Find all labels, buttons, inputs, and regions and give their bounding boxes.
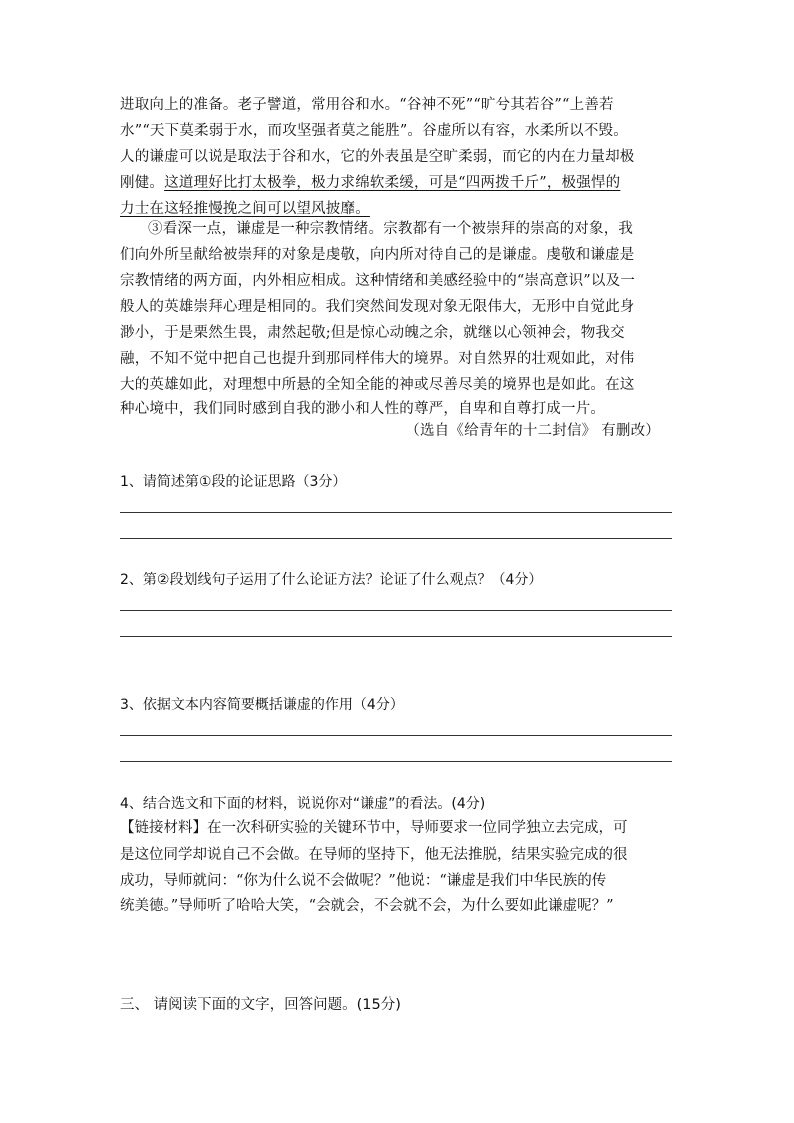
passage-line: 水”“天下莫柔弱于水，而攻坚强者莫之能胜”。谷虚所以有容，水柔所以不毁。 <box>120 123 628 139</box>
passage-line: 进取向上的准备。老子譬道，常用谷和水。“谷神不死”“旷兮其若谷”“上善若 <box>120 97 614 113</box>
answer-line[interactable] <box>120 735 672 736</box>
material-line: 【链接材料】在一次科研实验的关键环节中，导师要求一位同学独立去完成，可 <box>120 820 628 836</box>
passage-line: ③看深一点，谦虚是一种宗教情绪。宗教都有一个被崇拜的崇高的对象，我 <box>148 221 634 237</box>
question-2: 2、第②段划线句子运用了什么论证方法？论证了什么观点？（4分） <box>120 572 543 588</box>
passage-text: 刚健。 <box>120 175 165 191</box>
answer-line[interactable] <box>120 512 672 513</box>
underlined-sentence: 力士在这轻推慢挽之间可以望风披靡。 <box>120 201 370 217</box>
answer-line[interactable] <box>120 610 672 611</box>
passage-line: 般人的英雄崇拜心理是相同的。我们突然间发现对象无限伟大，无形中自觉此身 <box>120 299 635 315</box>
question-4: 4、结合选文和下面的材料，说说你对“谦虚”的看法。(4分) <box>120 796 486 812</box>
passage-line: 们向外所呈献给被崇拜的对象是虔敬，向内所对待自己的是谦虚。虔敬和谦虚是 <box>120 247 635 263</box>
answer-line[interactable] <box>120 636 672 637</box>
material-line: 统美德。”导师听了哈哈大笑，“会就会，不会就不会，为什么要如此谦虚呢？” <box>120 898 614 914</box>
material-line: 是这位同学却说自己不会做。在导师的坚持下，他无法推脱，结果实验完成的很 <box>120 847 628 863</box>
answer-line[interactable] <box>120 538 672 539</box>
answer-line[interactable] <box>120 761 672 762</box>
passage-line: 种心境中，我们同时感到自我的渺小和人性的尊严，自卑和自尊打成一片。 <box>120 401 606 417</box>
passage-line: 人的谦虚可以说是取法于谷和水，它的外表虽是空旷柔弱，而它的内在力量却极 <box>120 149 635 165</box>
question-3: 3、依据文本内容简要概括谦虚的作用（4分） <box>120 697 404 713</box>
material-line: 成功，导师就问：“你为什么说不会做呢？”他说：“谦虚是我们中华民族的传 <box>120 873 607 889</box>
passage-line: 渺小，于是栗然生畏，肃然起敬;但是惊心动魄之余，就继以心领神会，物我交 <box>120 325 625 341</box>
question-1: 1、请简述第①段的论证思路（3分） <box>120 474 347 490</box>
passage-line: 大的英雄如此，对理想中所悬的全知全能的神或尽善尽美的境界也是如此。在这 <box>120 377 635 393</box>
source-citation: （选自《给青年的十二封信》 有删改） <box>405 423 660 439</box>
passage-line: 融，不知不觉中把自己也提升到那同样伟大的境界。对自然界的壮观如此，对伟 <box>120 351 635 367</box>
section-3-heading: 三、 请阅读下面的文字，回答问题。(15分) <box>120 997 401 1013</box>
passage-line: 宗教情绪的两方面，内外相应相成。这种情绪和美感经验中的“崇高意识”以及一 <box>120 273 636 289</box>
passage-line <box>120 170 680 196</box>
underlined-sentence: 这道理好比打太极拳，极力求绵软柔缓，可是“四两拨千斤”，极强悍的 <box>164 175 621 191</box>
